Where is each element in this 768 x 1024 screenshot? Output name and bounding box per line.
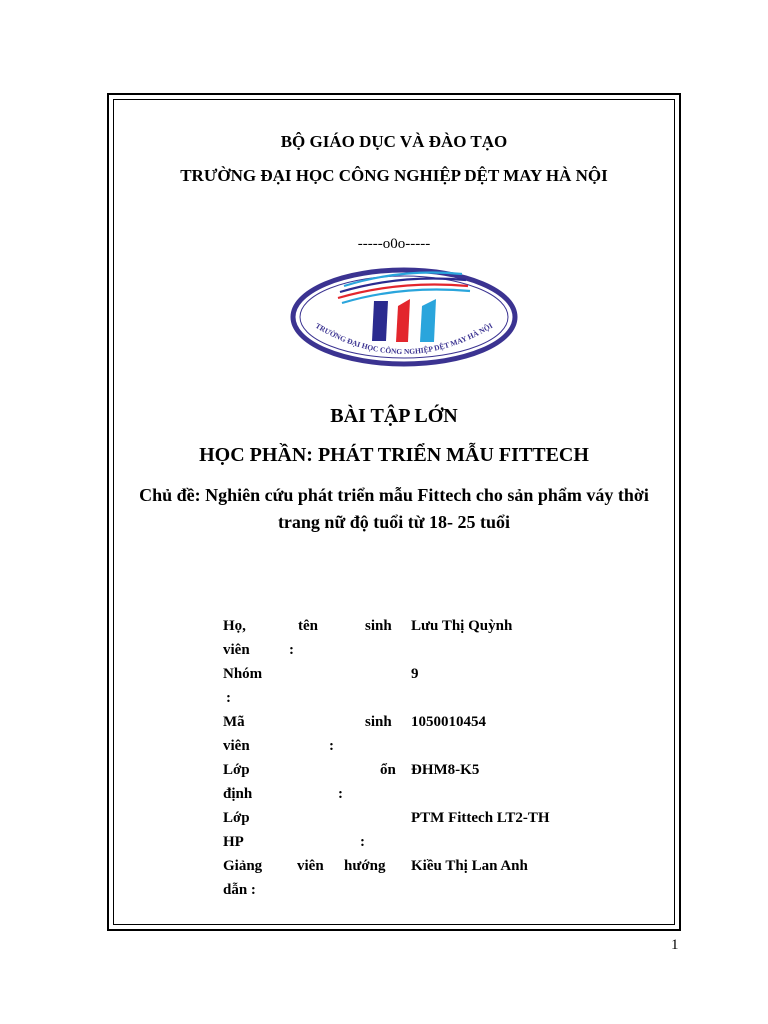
document-type: BÀI TẬP LỚN bbox=[330, 405, 458, 427]
student-id-label: Mã sinh viên : bbox=[223, 714, 392, 754]
advisor-value: Kiều Thị Lan Anh bbox=[411, 858, 528, 874]
university-heading: TRƯỜNG ĐẠI HỌC CÔNG NGHIỆP DỆT MAY HÀ NỘI bbox=[180, 166, 608, 185]
ministry-heading: BỘ GIÁO DỤC VÀ ĐÀO TẠO bbox=[280, 132, 508, 151]
page-number: 1 bbox=[671, 937, 679, 953]
course-title: HỌC PHẦN: PHÁT TRIỂN MẪU FITTECH bbox=[199, 444, 589, 466]
advisor-label: Giảng viên hướng dẫn : bbox=[223, 858, 386, 898]
group-value: 9 bbox=[411, 666, 419, 682]
logo-bars bbox=[372, 299, 436, 342]
home-class-value: ĐHM8-K5 bbox=[411, 762, 480, 778]
student-id-value: 1050010454 bbox=[411, 714, 486, 730]
course-class-label: Lớp HP : bbox=[223, 810, 365, 850]
student-name-label: Họ, tên sinh viên : bbox=[223, 618, 392, 658]
university-logo bbox=[290, 266, 518, 368]
group-label: Nhóm : bbox=[223, 666, 263, 706]
logo-text: TRƯỜNG ĐẠI HỌC CÔNG NGHIỆP DỆT MAY HÀ NỘI bbox=[313, 320, 495, 357]
student-name-value: Lưu Thị Quỳnh bbox=[411, 618, 513, 634]
topic-text: Chủ đề: Nghiên cứu phát triển mẫu Fittech cho sản phẩm váy thời trang nữ độ tuổi từ 18- 25 tuổi bbox=[139, 485, 649, 532]
decorative-separator: -----o0o----- bbox=[357, 236, 431, 252]
course-class-value: PTM Fittech LT2-TH bbox=[411, 810, 550, 826]
home-class-label: Lớp ổn định : bbox=[223, 762, 396, 802]
